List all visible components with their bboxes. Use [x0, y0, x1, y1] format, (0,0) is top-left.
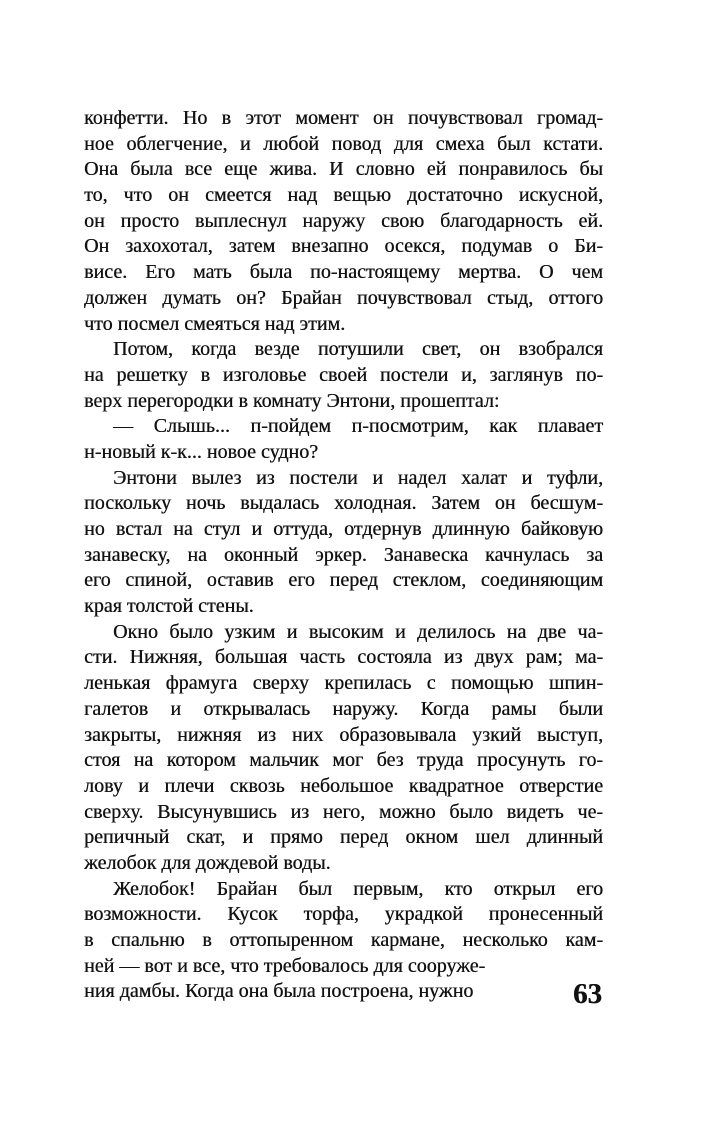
- text-line: Окно было узким и высоким и делилось на две ча-: [113, 620, 603, 643]
- text-line: Потом, когда везде потушили свет, он взобрался: [113, 338, 603, 361]
- text-line: возможности. Кусок торфа, украдкой пронесенный: [84, 903, 603, 926]
- text-line: края толстой стены.: [84, 595, 254, 618]
- text-line: то, что он смеется над вещью достаточно искусной,: [84, 184, 603, 207]
- text-line: его спиной, оставив его перед стеклом, соединяющим: [84, 569, 603, 592]
- text-line: — Слышь... п-пойдем п-посмотрим, как плавает: [113, 415, 603, 438]
- text-line: галетов и открывалась наружу. Когда рамы были: [84, 697, 603, 720]
- text-line: занавеску, на оконный эркер. Занавеска качнулась за: [84, 543, 603, 566]
- text-line: Она была все еще жива. И словно ей понравилось бы: [84, 158, 603, 181]
- text-column: [84, 106, 603, 1005]
- text-line: сти. Нижняя, большая часть состояла из двух рам; ма-: [84, 646, 603, 669]
- text-line: сверху. Высунувшись из него, можно было видеть че-: [84, 800, 603, 823]
- text-line: репичный скат, и прямо перед окном шел длинный: [84, 826, 603, 849]
- text-line: Он захохотал, затем внезапно осекся, подумав о Би-: [84, 235, 603, 258]
- text-line: в спальню в оттопыренном кармане, несколько кам-: [84, 929, 603, 951]
- text-line: закрыты, нижняя из них образовывала узкий выступ,: [84, 723, 603, 746]
- text-line: ния дамбы. Когда она была построена, нужно: [84, 980, 474, 1003]
- text-line: Желобок! Брайан был первым, кто открыл его: [113, 877, 603, 900]
- text-line: что посмел смеяться над этим.: [84, 312, 346, 335]
- text-line: ное облегчение, и любой повод для смеха был кстати.: [84, 132, 603, 155]
- text-line: Энтони вылез из постели и надел халат и туфли,: [113, 466, 603, 489]
- text-line: на решетку в изголовье своей постели и, заглянув по-: [84, 363, 603, 386]
- text-line: конфетти. Но в этот момент он почувствовал громад-: [84, 107, 603, 129]
- text-line: ленькая фрамуга сверху крепилась с помощью шпин-: [84, 672, 603, 695]
- text-line: верх перегородки в комнату Энтони, прошептал:: [84, 389, 500, 412]
- text-line: висе. Его мать была по-настоящему мертва. О чем: [84, 261, 603, 284]
- text-line: но встал на стул и оттуда, отдернув длинную байковую: [84, 518, 603, 540]
- text-line: стоя на котором мальчик мог без труда просунуть го-: [84, 749, 603, 772]
- text-line: желобок для дождевой воды.: [84, 851, 331, 874]
- text-line: лову и плечи сквозь небольшое квадратное отверстие: [84, 774, 603, 797]
- text-line: ней — вот и все, что требовалось для сооруже-: [84, 954, 486, 977]
- text-line: н-новый к-к... новое судно?: [84, 440, 318, 463]
- text-line: поскольку ночь выдалась холодная. Затем он бесшум-: [84, 492, 603, 515]
- text-line: должен думать он? Брайан почувствовал стыд, оттого: [84, 286, 603, 309]
- text-line: он просто выплеснул наружу свою благодарность ей.: [84, 209, 603, 232]
- page-number: 63: [573, 978, 602, 1010]
